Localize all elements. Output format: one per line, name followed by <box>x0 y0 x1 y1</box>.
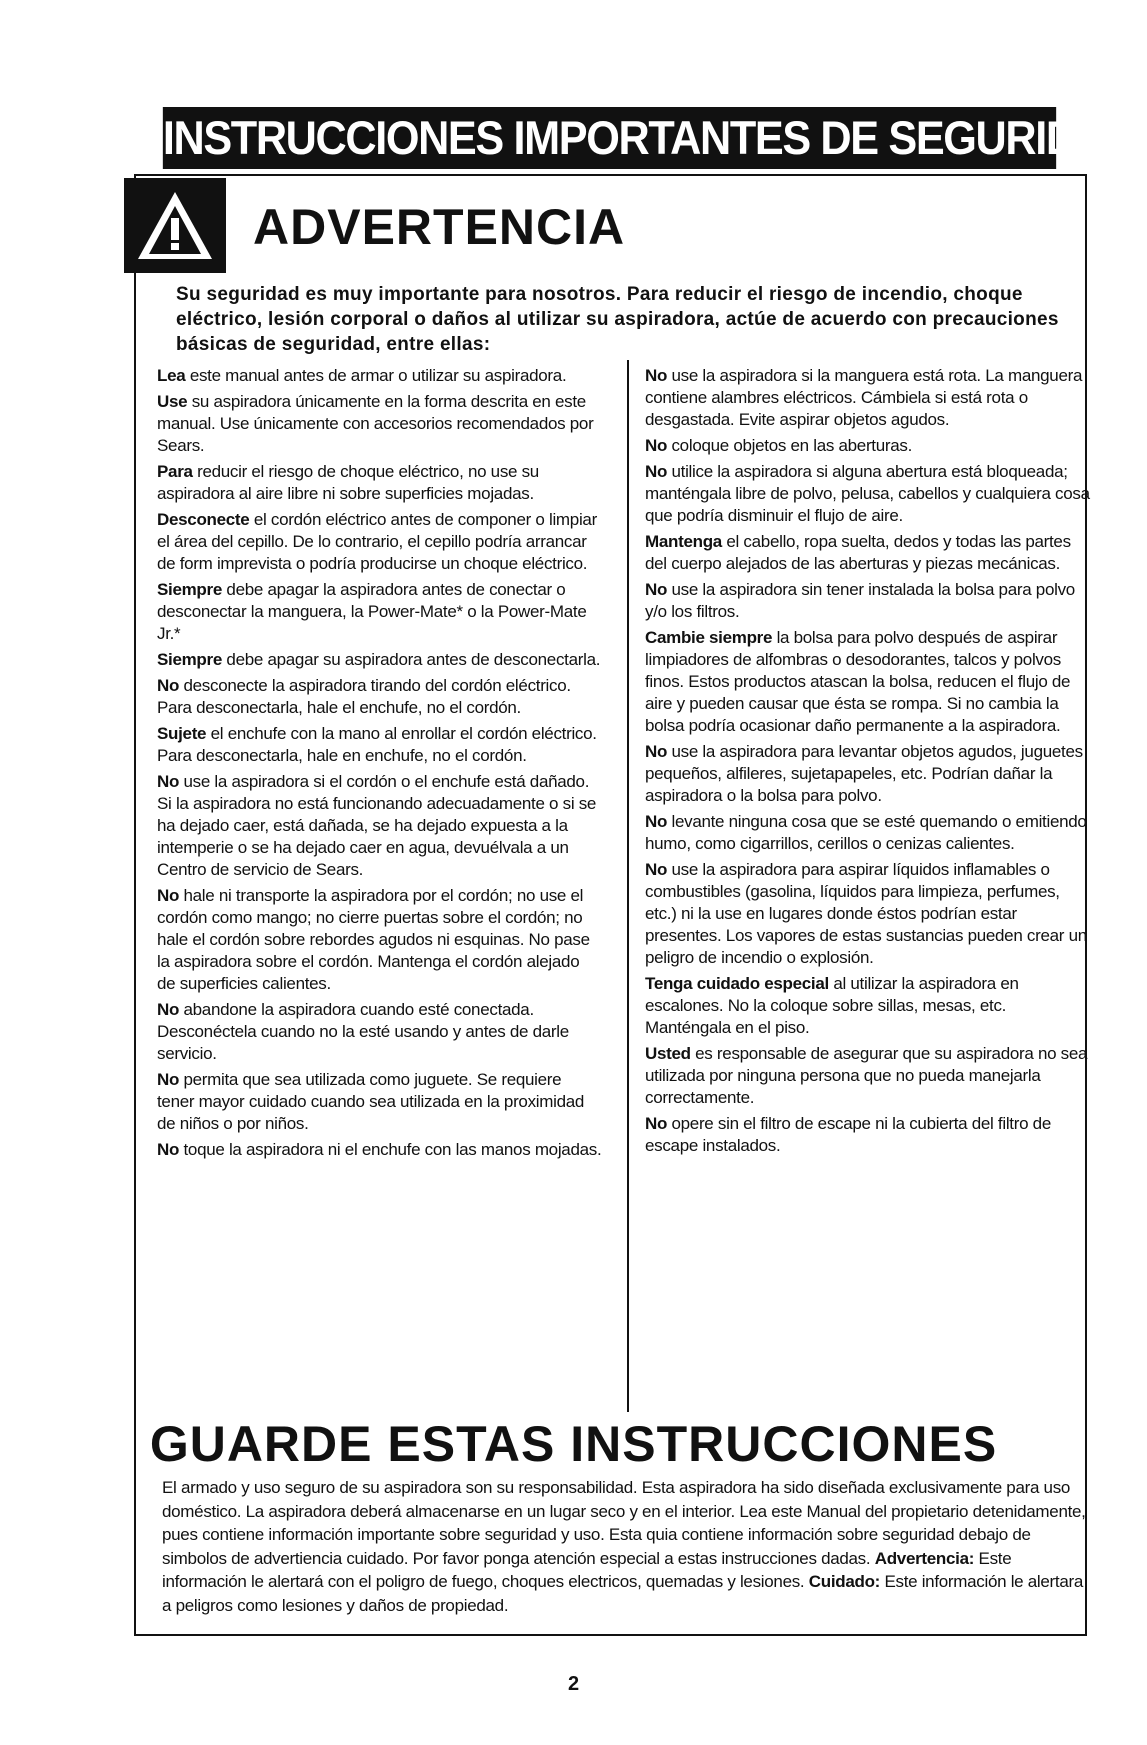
safety-item-lead: No <box>157 1070 180 1089</box>
safety-item-lead: No <box>157 676 180 695</box>
warning-intro: Su seguridad es muy importante para nosotros. Para reducir el riesgo de incendio, choque eléctrico, lesión corporal o daños al utilizar su aspiradora, actúe de acuerdo con precauciones básicas de seguridad, entre ellas: <box>176 284 1059 355</box>
page-number: 2 <box>567 1673 580 1695</box>
safety-item-lead: Tenga cuidado especial <box>645 974 829 993</box>
safety-item-lead: No <box>645 742 668 761</box>
safety-item <box>157 723 602 767</box>
warning-triangle-icon <box>124 178 226 273</box>
safety-item-text: el enchufe con la mano al enrollar el cordón eléctrico. Para desconectarla, hale en enchufe, no el cordón. <box>157 724 597 765</box>
safety-item-text: hale ni transporte la aspiradora por el cordón; no use el cordón como mango; no cierre puertas sobre el cordón; no hale el cordón sobre rebordes agudos ni esquinas. No pase la aspiradora sobre el cordón. Mantenga el cordón alejado de superficies calientes. <box>157 886 590 993</box>
safety-item <box>157 391 602 457</box>
safety-item-text: coloque objetos en las aberturas. <box>667 436 913 455</box>
safety-item-text: el cabello, ropa suelta, dedos y todas las partes del cuerpo alejados de las aberturas y piezas mecánicas. <box>645 532 1071 573</box>
safety-item-text: abandone la aspiradora cuando esté conectada. Desconéctela cuando no la esté usando y antes de darle servicio. <box>157 1000 569 1063</box>
safety-item-lead: Siempre <box>157 580 222 599</box>
footer-warning-label: Advertencia: <box>874 1548 975 1568</box>
safety-item-lead: No <box>645 860 668 879</box>
footer-warning-text: Este información le alertará con el poligro de fuego, choques electricos, quemadas y lesiones. <box>162 1548 1012 1591</box>
safety-item <box>157 885 602 995</box>
safety-item-text: use la aspiradora si el cordón o el enchufe está dañado. Si la aspiradora no está funcionando adecuadamente o si se ha dejado caer, está dañada, se ha dejado expuesta a la intemperie o se ha dejado caer en agua, devuélvala a un Centro de servicio de Sears. <box>157 772 597 879</box>
safety-item-text: utilice la aspiradora si alguna abertura está bloqueada; manténgala libre de polvo, pelusa, cabellos y cualquiera cosa que podría disminuir el flujo de aire. <box>645 462 1090 525</box>
safety-item-text: el cordón eléctrico antes de componer o limpiar el área del cepillo. De lo contrario, el cepillo podría arrancar de form imprevista o podría producirse un choque eléctrico. <box>157 510 597 573</box>
safety-item-lead: Mantenga <box>645 532 722 551</box>
safety-item-text: use la aspiradora sin tener instalada la bolsa para polvo y/o los filtros. <box>645 580 1075 621</box>
safety-item <box>157 649 602 671</box>
left-column <box>157 365 602 1165</box>
safety-item-text: opere sin el filtro de escape ni la cubierta del filtro de escape instalados. <box>645 1114 1051 1155</box>
safety-item-text: use la aspiradora si la manguera está rota. La manguera contiene alambres eléctricos. Cámbiela si está rota o desgastada. Evite aspirar objetos agudos. <box>645 366 1083 429</box>
safety-item <box>645 973 1090 1039</box>
safety-item-text: la bolsa para polvo después de aspirar limpiadores de alfombras o desodorantes, talcos y polvos finos. Estos productos atascan la bolsa, reducen el flujo de aire y pueden causar que ésta se rompa. Si no cambia la bolsa podría ocasionar daño permanente a la aspiradora. <box>645 628 1071 735</box>
safety-item-lead: Desconecte <box>157 510 250 529</box>
safety-item-lead: Sujete <box>157 724 207 743</box>
safety-item-lead: Para <box>157 462 193 481</box>
warning-heading: ADVERTENCIA <box>253 199 626 255</box>
right-column <box>645 365 1090 1161</box>
safety-item <box>157 999 602 1065</box>
safety-item-lead: Usted <box>645 1044 691 1063</box>
safety-item <box>157 1069 602 1135</box>
safety-item-text: reducir el riesgo de choque eléctrico, no use su aspiradora al aire libre ni sobre superficies mojadas. <box>157 462 539 503</box>
safety-item-text: al utilizar la aspiradora en escalones. No la coloque sobre sillas, mesas, etc. Manténgala en el piso. <box>645 974 1019 1037</box>
safety-item <box>157 461 602 505</box>
safety-item-lead: No <box>645 366 668 385</box>
safety-item-text: este manual antes de armar o utilizar su aspiradora. <box>185 366 567 385</box>
safety-item <box>157 579 602 645</box>
safety-item <box>157 771 602 881</box>
safety-item <box>157 1139 602 1161</box>
safety-item-text: toque la aspiradora ni el enchufe con las manos mojadas. <box>179 1140 602 1159</box>
safety-item-lead: No <box>645 1114 668 1133</box>
safety-item-text: desconecte la aspiradora tirando del cordón eléctrico. Para desconectarla, hale el enchufe, no el cordón. <box>157 676 571 717</box>
safety-item-text: use la aspiradora para levantar objetos agudos, juguetes pequeños, alfileres, sujetapapeles, etc. Podrían dañar la aspiradora o la bolsa para polvo. <box>645 742 1083 805</box>
safety-item <box>645 579 1090 623</box>
safety-item-text: debe apagar la aspiradora antes de conectar o desconectar la manguera, la Power-Mate* o la Power-Mate Jr.* <box>157 580 587 643</box>
safety-item <box>645 365 1090 431</box>
safety-item-lead: No <box>645 462 668 481</box>
safety-item <box>157 509 602 575</box>
safety-item-lead: Cambie siempre <box>645 628 773 647</box>
safety-item-text: permita que sea utilizada como juguete. Se requiere tener mayor cuidado cuando sea utilizada en la proximidad de niños o por niños. <box>157 1070 585 1133</box>
save-instructions-heading: GUARDE ESTAS INSTRUCCIONES <box>149 1416 998 1472</box>
safety-item <box>645 1113 1090 1157</box>
safety-item <box>645 531 1090 575</box>
page-title: INSTRUCCIONES IMPORTANTES DE SEGURIDAD <box>163 107 1056 169</box>
safety-item <box>645 1043 1090 1109</box>
column-divider <box>627 360 629 1412</box>
safety-item <box>645 435 1090 457</box>
safety-item-text: levante ninguna cosa que se esté quemando o emitiendo humo, como cigarrillos, cerillos o cenizas calientes. <box>645 812 1087 853</box>
safety-item <box>157 675 602 719</box>
safety-item <box>157 365 602 387</box>
safety-item-lead: No <box>157 772 180 791</box>
safety-item <box>645 859 1090 969</box>
safety-item <box>645 741 1090 807</box>
safety-item-text: es responsable de asegurar que su aspiradora no sea utilizada por ninguna persona que no pueda manejarla correctamente. <box>645 1044 1088 1107</box>
safety-item-text: su aspiradora únicamente en la forma descrita en este manual. Use únicamente con accesorios recomendados por Sears. <box>157 392 594 455</box>
safety-item-lead: No <box>645 812 668 831</box>
safety-item <box>645 811 1090 855</box>
safety-item-text: debe apagar su aspiradora antes de desconectarla. <box>222 650 601 669</box>
safety-item-text: use la aspiradora para aspirar líquidos inflamables o combustibles (gasolina, líquidos para limpieza, perfumes, etc.) ni la use en lugares donde éstos podrían estar presentes. Los vapores de estas sustancias pueden crear un peligro de incendio o explosión. <box>645 860 1087 967</box>
safety-item <box>645 627 1090 737</box>
footer-caution-label: Cuidado: <box>808 1572 881 1591</box>
safety-item-lead: No <box>645 436 668 455</box>
safety-item-lead: Siempre <box>157 650 222 669</box>
safety-item-lead: Lea <box>157 366 186 385</box>
footer-paragraph <box>162 1476 1087 1617</box>
safety-item-lead: No <box>157 1000 180 1019</box>
safety-item <box>645 461 1090 527</box>
safety-item-lead: No <box>157 1140 180 1159</box>
footer-text: El armado y uso seguro de su aspiradora son su responsabilidad. Esta aspiradora ha sido diseñada exclusivamente para uso doméstico. La aspiradora deberá almacenarse en un lugar seco y en el interior. Lea este Manual del propietario detenidamente, pues contiene información importante sobre seguridad y uso. Esta quia contiene información sobre seguridad debajo de simbolos de advertiencia cuidado. Por favor ponga atención especial a estas instrucciones dadas. <box>162 1478 1086 1568</box>
safety-item-lead: No <box>157 886 180 905</box>
safety-item-lead: Use <box>157 392 188 411</box>
footer-caution-text: Este información le alertara a peligros como lesiones y daños de propiedad. <box>162 1572 1084 1615</box>
safety-item-lead: No <box>645 580 668 599</box>
